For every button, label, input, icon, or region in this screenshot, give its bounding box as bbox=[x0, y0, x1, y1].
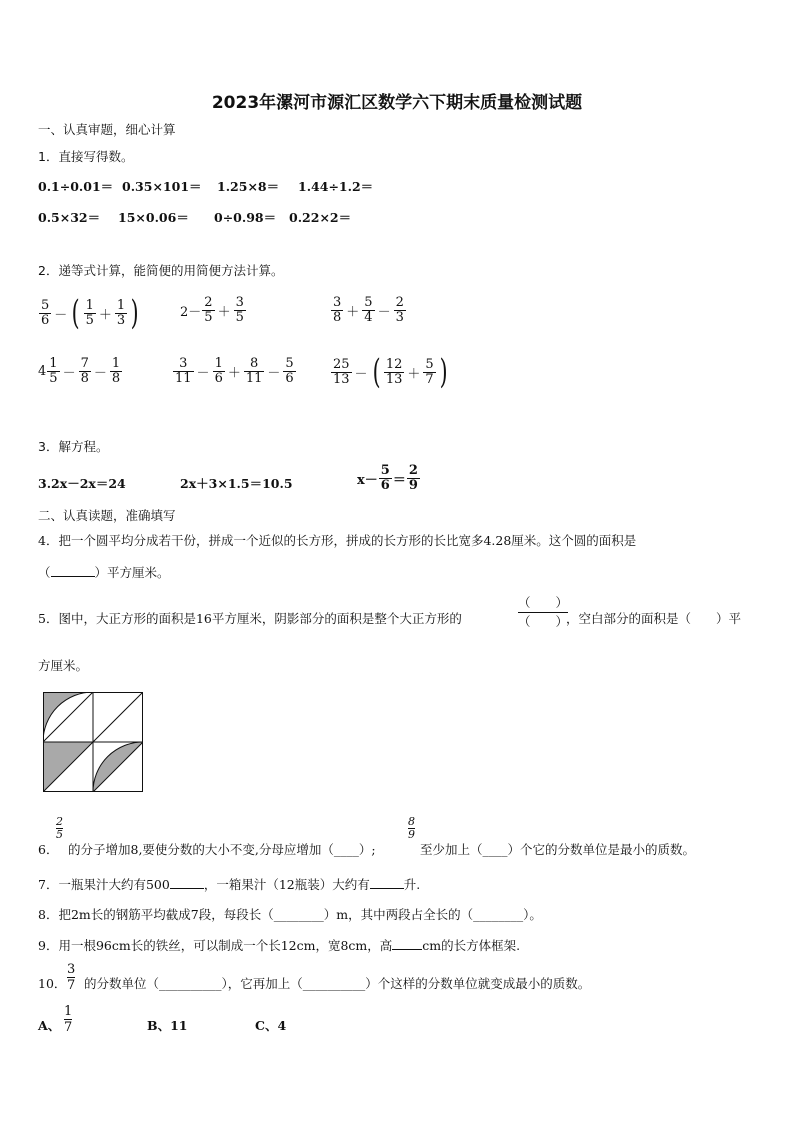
q5-fraction-blank[interactable]: （ ） （ ） bbox=[518, 595, 569, 629]
q6-fraction-2: 8 9 bbox=[408, 815, 415, 841]
q4-answer-line: （ ）平方厘米。 bbox=[38, 565, 170, 580]
q5-text-3: 方厘米。 bbox=[38, 658, 89, 673]
q10-number: 10． bbox=[38, 976, 67, 991]
q3-label: 3．解方程。 bbox=[38, 439, 109, 454]
q1-item: 0÷0.98＝ bbox=[214, 210, 277, 225]
q1-item: 0.1÷0.01＝ bbox=[38, 179, 114, 194]
q3-equation-1: 3.2x－2x＝24 bbox=[38, 476, 126, 491]
q2-expression-5: $\frac{3}{11}$ － $\frac{1}{6}$ ＋ $\frac{8}{11}$ － $\frac{5}{6}$ bbox=[175, 356, 294, 386]
q5-text: 5．图中，大正方形的面积是16平方厘米，阴影部分的面积是整个大正方形的 bbox=[38, 611, 462, 626]
section-2-heading: 二、认真读题，准确填写 bbox=[38, 508, 176, 523]
q2-expression-2: 2－ $\frac{2}{5}$ ＋ $\frac{3}{5}$ bbox=[180, 295, 244, 325]
q1-item: 1.25×8＝ bbox=[217, 179, 280, 194]
q10-option-a-fraction: 1 7 bbox=[64, 1004, 73, 1035]
q10-option-b[interactable]: B、11 bbox=[147, 1018, 188, 1033]
q9-blank[interactable] bbox=[392, 949, 422, 950]
q2-expression-3: $\frac{3}{8}$ ＋ $\frac{5}{4}$ － $\frac{2}{3}$ bbox=[333, 295, 404, 325]
q9-text: 9．用一根96cm长的铁丝，可以制成一个长12cm，宽8cm，高 cm的长方体框架. bbox=[38, 938, 521, 953]
q5-text-2: ，空白部分的面积是（ ）平 bbox=[566, 611, 742, 626]
q5-square-figure bbox=[43, 692, 143, 792]
q7-text: 7．一瓶果汁大约有500 ，一箱果汁（12瓶装）大约有 升. bbox=[38, 877, 421, 892]
q1-label: 1．直接写得数。 bbox=[38, 149, 134, 164]
q10-text: 的分数单位（__________），它再加上（__________）个这样的分数单位就变成最小的质数。 bbox=[84, 976, 591, 991]
q10-option-a-label[interactable]: A、 bbox=[38, 1018, 61, 1033]
q3-equation-3: x－ $\frac{5}{6}$ ＝ $\frac{2}{9}$ bbox=[357, 463, 418, 493]
q2-expression-6: $\frac{25}{13}$ － ( $\frac{12}{13}$ ＋ $\frac{5}{7}$ ) bbox=[333, 352, 448, 392]
q4-blank[interactable] bbox=[51, 576, 95, 577]
q6-fraction-1: 2 5 bbox=[56, 815, 63, 841]
q1-item: 0.35×101＝ bbox=[122, 179, 202, 194]
section-1-heading: 一、认真审题，细心计算 bbox=[38, 122, 176, 137]
q2-expression-1: $\frac{5}{6}$ － ( $\frac{1}{5}$ ＋ $\frac{1}{3}$ ) bbox=[41, 293, 139, 333]
q6-text-2: 至少加上（____）个它的分数单位是最小的质数。 bbox=[420, 842, 696, 857]
q1-item: 1.44÷1.2＝ bbox=[298, 179, 374, 194]
q6-text-1: 的分子增加8,要使分数的大小不变,分母应增加（____）; bbox=[68, 842, 376, 857]
q4-text: 4．把一个圆平均分成若干份，拼成一个近似的长方形，拼成的长方形的长比宽多4.28厘米。这个圆的面积是 bbox=[38, 533, 637, 548]
q10-fraction: 3 7 bbox=[67, 962, 76, 993]
q10-option-c[interactable]: C、4 bbox=[255, 1018, 287, 1033]
q8-text: 8．把2m长的钢筋平均截成7段，每段长（________）m，其中两段占全长的（________）。 bbox=[38, 907, 542, 922]
q1-item: 15×0.06＝ bbox=[118, 210, 189, 225]
q7-blank-2[interactable] bbox=[370, 888, 404, 889]
q6-number: 6． bbox=[38, 842, 59, 857]
q1-item: 0.5×32＝ bbox=[38, 210, 101, 225]
q2-label: 2．递等式计算，能简便的用简便方法计算。 bbox=[38, 263, 284, 278]
q1-item: 0.22×2＝ bbox=[289, 210, 352, 225]
q3-equation-2: 2x＋3×1.5＝10.5 bbox=[180, 476, 293, 491]
q2-expression-4: 4 $\frac{1}{5}$ － $\frac{7}{8}$ － $\frac{1}{8}$ bbox=[38, 356, 121, 386]
q7-blank-1[interactable] bbox=[170, 888, 204, 889]
page-title: 2023年漯河市源汇区数学六下期末质量检测试题 bbox=[211, 93, 583, 113]
